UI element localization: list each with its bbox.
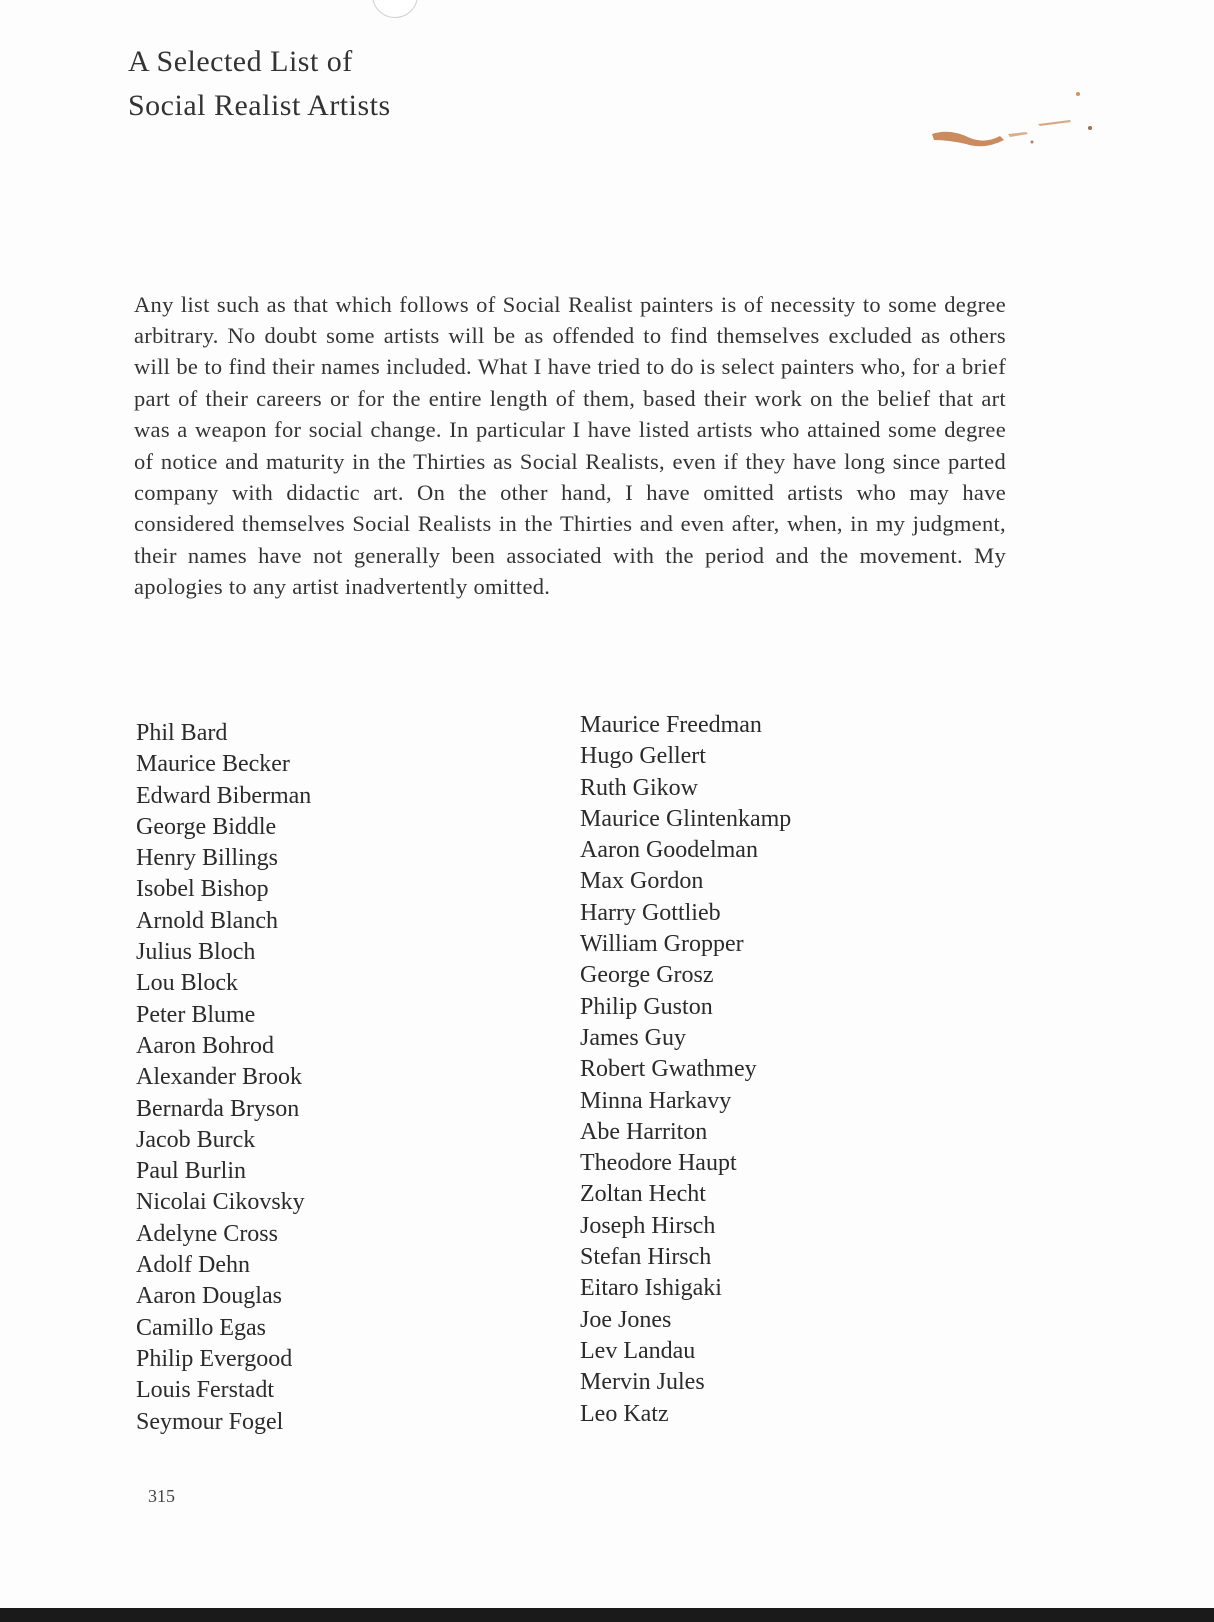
artist-name: Arnold Blanch	[136, 907, 278, 934]
title-line-2: Social Realist Artists	[128, 89, 391, 122]
artist-name: Joseph Hirsch	[580, 1212, 716, 1239]
artist-name: Paul Burlin	[136, 1158, 247, 1185]
artist-name: Aaron Bohrod	[136, 1032, 274, 1059]
title-line-1: A Selected List of	[128, 45, 353, 78]
artist-name: Leo Katz	[580, 1400, 669, 1427]
artist-name: Adelyne Cross	[136, 1220, 278, 1247]
artist-name: Stefan Hirsch	[580, 1244, 712, 1271]
artist-name: Mervin Jules	[580, 1369, 705, 1396]
artist-name: Aaron Goodelman	[580, 837, 758, 864]
artist-name: Abe Harriton	[580, 1118, 708, 1145]
artist-name: Peter Blume	[136, 1001, 256, 1028]
artist-name: Julius Bloch	[136, 939, 256, 966]
artist-name: Louis Ferstadt	[136, 1377, 274, 1404]
artist-name: Nicolai Cikovsky	[136, 1189, 305, 1216]
rust-stain	[930, 84, 1100, 164]
artist-name: George Grosz	[580, 962, 714, 989]
page-title	[128, 40, 391, 128]
artist-name: Maurice Becker	[136, 751, 290, 778]
artist-list-right	[580, 710, 791, 1430]
artist-name: Bernarda Bryson	[136, 1095, 300, 1122]
artist-name: William Gropper	[580, 931, 744, 958]
artist-name: Max Gordon	[580, 868, 704, 895]
artist-name: Theodore Haupt	[580, 1150, 737, 1177]
artist-name: Eitaro Ishigaki	[580, 1275, 722, 1302]
artist-name: Camillo Egas	[136, 1314, 266, 1341]
artist-name: Philip Guston	[580, 993, 713, 1020]
artist-name: Maurice Freedman	[580, 712, 762, 738]
artist-name: Jacob Burck	[136, 1126, 256, 1153]
artist-name: Aaron Douglas	[136, 1283, 282, 1310]
page-number: 315	[148, 1486, 175, 1506]
artist-name: Robert Gwathmey	[580, 1056, 757, 1083]
artist-name: Ruth Gikow	[580, 774, 699, 801]
artist-name: Zoltan Hecht	[580, 1181, 706, 1208]
artist-name: Lev Landau	[580, 1337, 696, 1364]
artist-name: Lou Block	[136, 970, 238, 997]
artist-name: Hugo Gellert	[580, 743, 706, 770]
scan-edge	[0, 1608, 1214, 1622]
artist-name: Maurice Glintenkamp	[580, 805, 792, 832]
artist-name: Joe Jones	[580, 1306, 672, 1333]
artist-name: Minna Harkavy	[580, 1087, 732, 1114]
artist-name: James Guy	[580, 1024, 686, 1051]
artist-name: Alexander Brook	[136, 1064, 302, 1091]
artist-name: Adolf Dehn	[136, 1252, 250, 1279]
artist-name: George Biddle	[136, 813, 277, 840]
artist-name: Harry Gottlieb	[580, 899, 721, 926]
artist-name: Isobel Bishop	[136, 876, 269, 903]
artist-list-left	[136, 718, 311, 1438]
intro-paragraph: Any list such as that which follows of Social Realist painters is of necessity to some degree arbitrary. No doubt some artists will be as offended to find themselves excluded as others will be to find their names included. What I have tried to do is select painters who, for a brief part of their careers or for the entire length of them, based their work on the belief that art was a weapon for social change. In particular I have listed artists who attained some degree of notice and maturity in the Thirties as Social Realists, even if they have long since parted company with didactic art. On the other hand, I have omitted artists who may have considered themselves Social Realists in the Thirties and even after, when, in my judgment, their names have not generally been associated with the period and the movement. My apologies to any artist inadvertently omitted.	[134, 291, 1006, 600]
page-notch	[372, 0, 418, 18]
artist-name: Philip Evergood	[136, 1345, 293, 1372]
artist-name: Phil Bard	[136, 720, 228, 746]
artist-name: Henry Billings	[136, 845, 278, 872]
artist-name: Edward Biberman	[136, 782, 312, 809]
artist-name: Seymour Fogel	[136, 1408, 284, 1435]
